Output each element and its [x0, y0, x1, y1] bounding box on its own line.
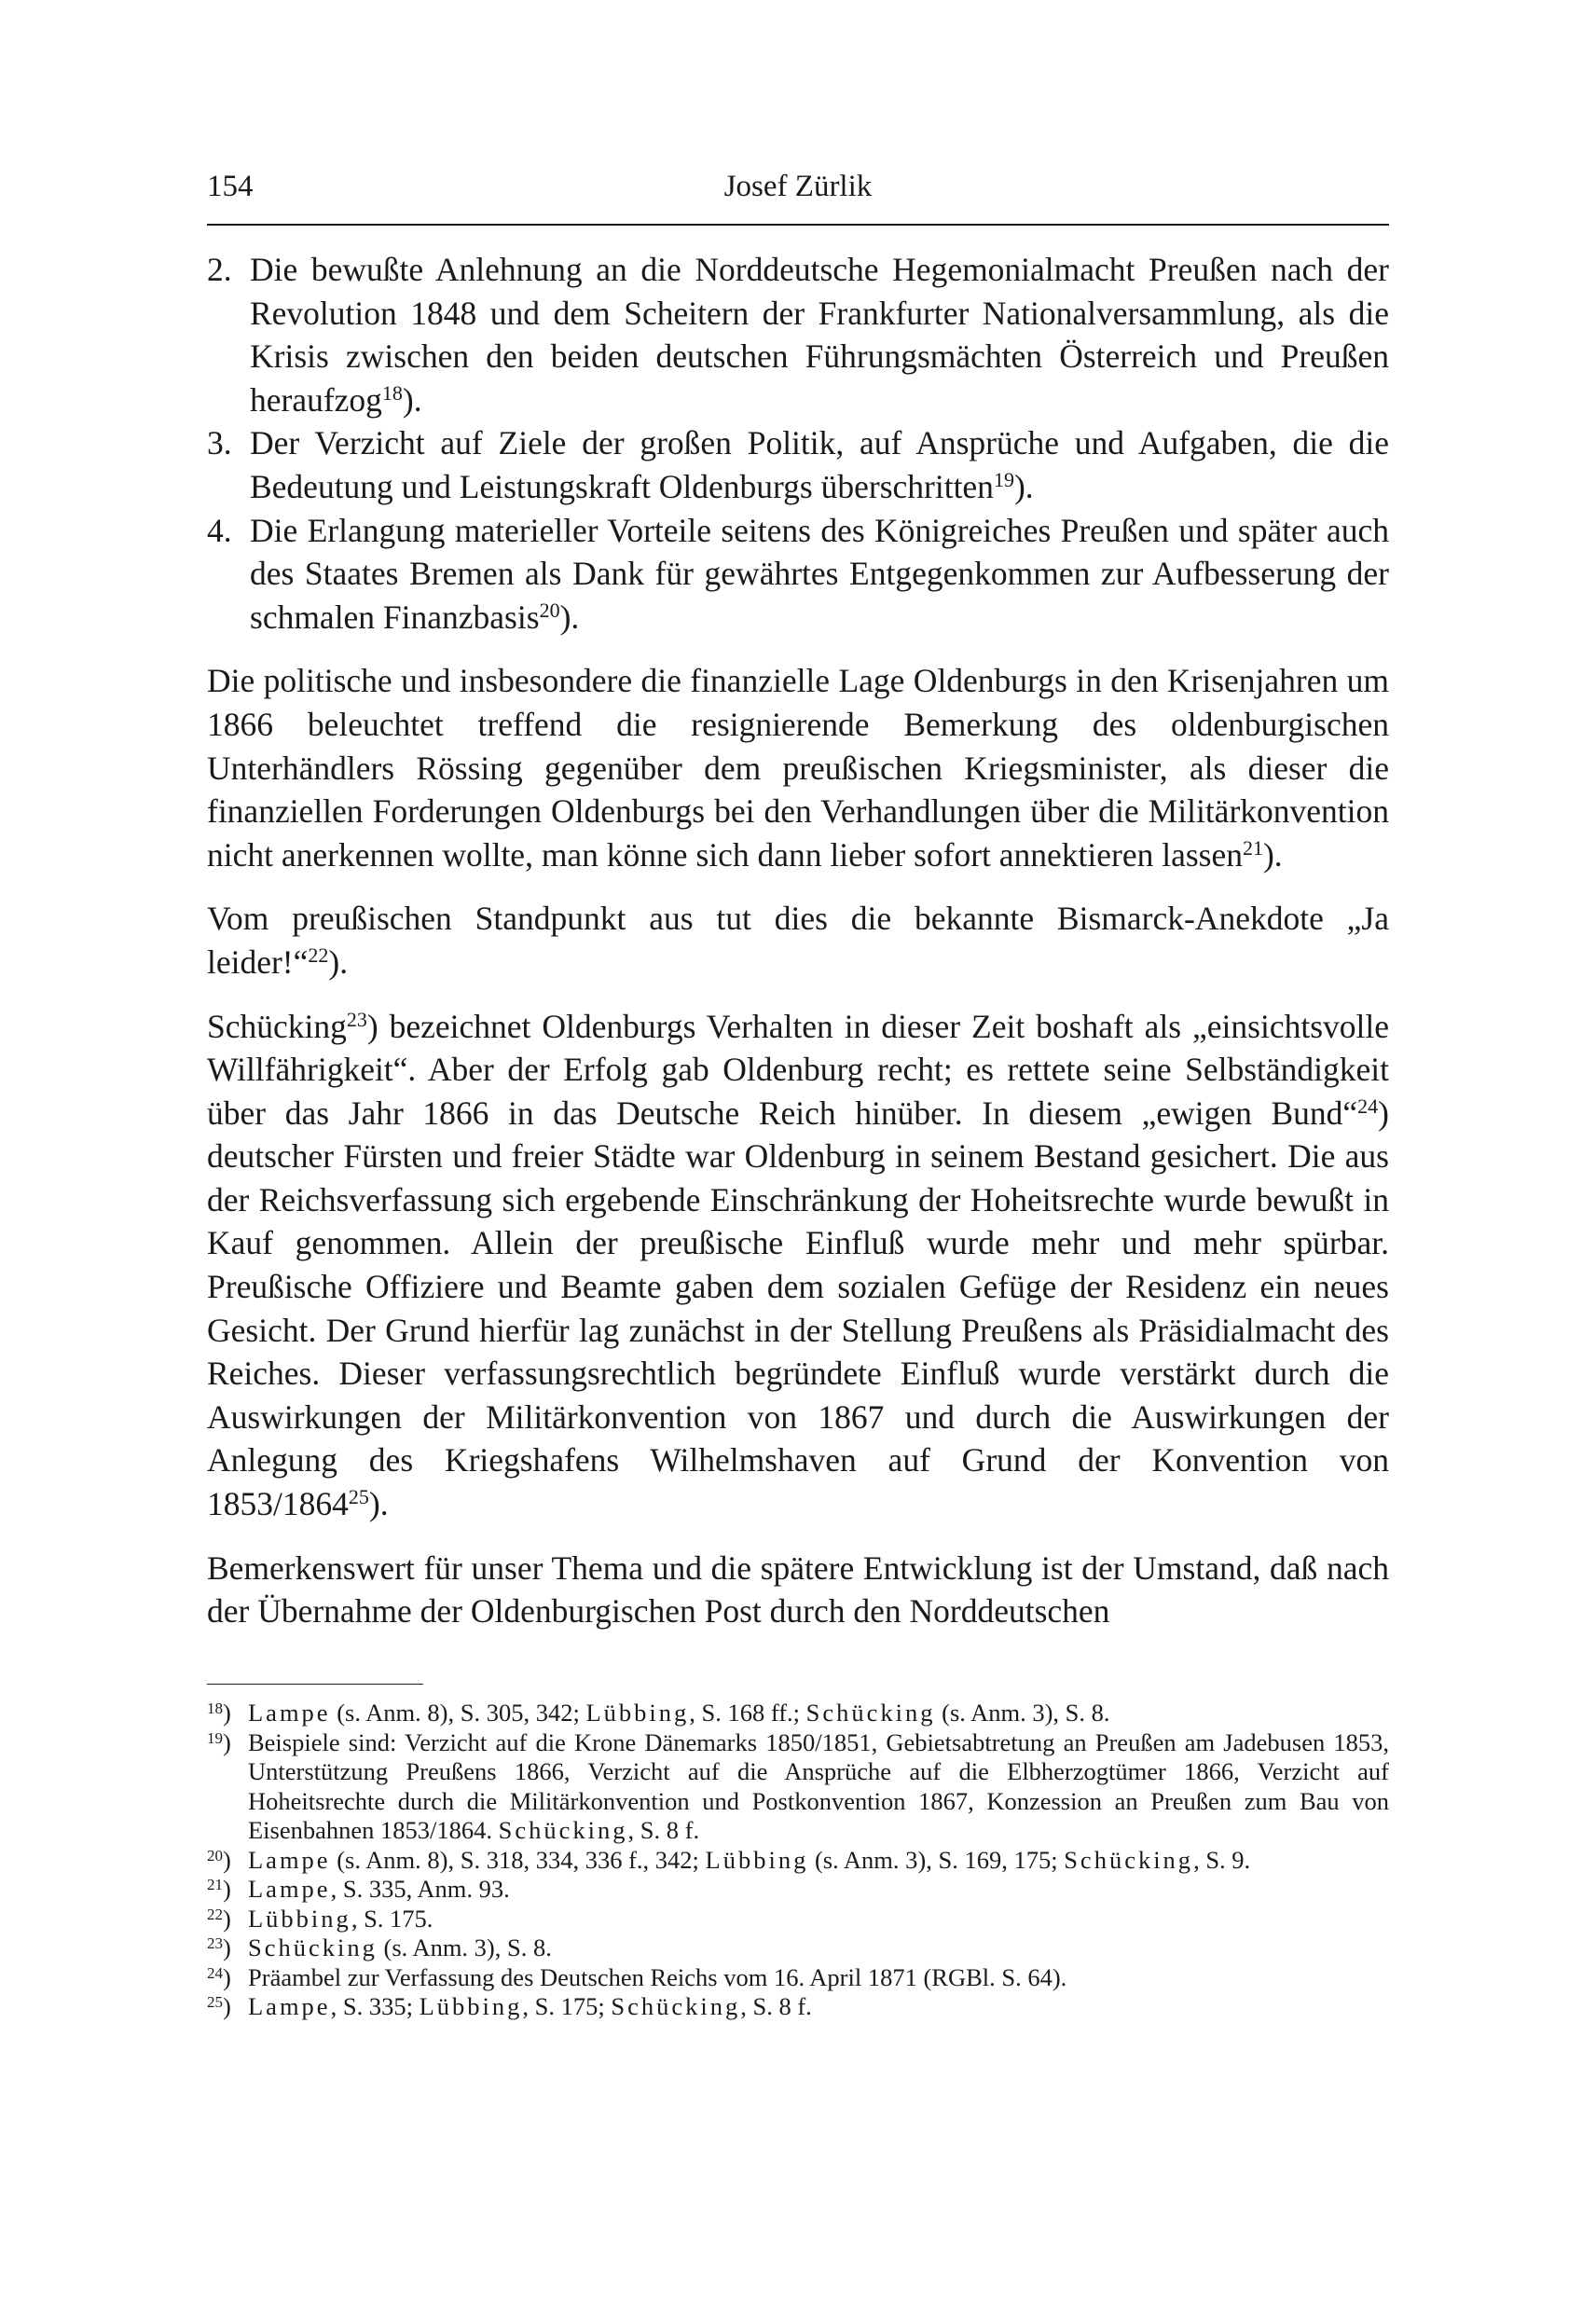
footnote-text: , S. 9. — [1193, 1845, 1251, 1874]
header-rule — [207, 224, 1389, 226]
footnote — [207, 1846, 1389, 1876]
list-item — [207, 509, 1389, 640]
footnote-text: , S. 175; — [522, 1992, 612, 2020]
footnote-text: (s. Anm. 3), S. 8. — [377, 1934, 552, 1961]
footnote-text: (s. Anm. 8), S. 318, 334, 336 f., 342; — [330, 1845, 706, 1874]
paragraph-text: ) bezeichnet Oldenburgs Verhalten in dieser Zeit boshaft als „einsichtsvolle Willfährigkeit“. Aber der Erfolg gab Oldenburg recht; es rettete seine Selbständigkeit über das Jahr 1866 in das Deutsche Reich hinüber. In diesem „ewigen Bund“ — [207, 1007, 1389, 1132]
footnote-ref[interactable]: 25 — [348, 1485, 369, 1509]
paragraph-text: Die politische und insbesondere die finanzielle Lage Oldenburgs in den Krisenjahren um 1866 beleuchtet treffend die resignierende Bemerkung des oldenburgischen Unterhändlers Rössing gegenüber dem preußischen Kriegsminister, als dieser die finanziellen Forderungen Oldenburgs bei den Verhandlungen über die Militärkonvention nicht anerkennen wollte, man könne sich dann lieber sofort annektieren lassen — [207, 662, 1389, 874]
footnote-text: (s. Anm. 3), S. 8. — [935, 1699, 1110, 1727]
punct: ). — [402, 380, 422, 419]
footnotes — [207, 1699, 1389, 2022]
paragraph — [207, 1005, 1389, 1526]
cited-author: Schücking — [611, 1992, 741, 2020]
cited-author: Lübbing — [248, 1904, 351, 1933]
running-header — [207, 170, 1389, 222]
footnote-ref[interactable]: 23 — [346, 1007, 367, 1031]
footnote-number: 22 — [207, 1905, 223, 1923]
running-head-author: Josef Zürlik — [723, 170, 873, 203]
footnote-text: , S. 175. — [351, 1904, 433, 1933]
footnote-number: 23 — [207, 1934, 223, 1952]
footnote-marker: $^{19}$) — [207, 1727, 231, 1756]
paragraph-text: ) deutscher Fürsten und freier Städte war Oldenburg in seinem Bestand gesichert. Die aus der Reichsverfassung sich ergebende Einschränkung der Hoheitsrechte wurde bewußt in Kauf genommen. Allein der preußische Einfluß wurde mehr und mehr spürbar. Preußische Offiziere und Beamte gaben dem sozialen Gefüge der Residenz ein neues Gesicht. Der Grund hierfür lag zunächst in der Stellung Preußens als Präsidialmacht des Reiches. Dieser verfassungsrechtlich begründete Einfluß wurde verstärkt durch die Auswirkungen der Militärkonvention von 1867 und durch die Auswirkungen der Anlegung des Kriegshafens Wilhelmshaven auf Grund der Konvention von 1853/1864 — [207, 1094, 1389, 1523]
cited-author: Schücking — [1064, 1845, 1194, 1874]
punct: ). — [559, 598, 580, 636]
paragraph-text: Bemerkenswert für unser Thema und die spätere Entwicklung ist der Umstand, daß nach der Übernahme der Oldenburgischen Post durch den Norddeutschen — [207, 1548, 1389, 1631]
body-text — [207, 248, 1389, 1633]
footnote-ref[interactable]: 19 — [993, 467, 1014, 491]
punct: ). — [368, 1485, 389, 1523]
footnote-rule — [207, 1684, 423, 1685]
cited-author: Lübbing — [705, 1845, 809, 1874]
cited-author: Lampe — [248, 1845, 331, 1874]
footnote-text: Präambel zur Verfassung des Deutschen Reichs vom 16. April 1871 (RGBl. S. 64). — [248, 1962, 1067, 1991]
footnote — [207, 1992, 1389, 2022]
list-item — [207, 248, 1389, 421]
paragraph-text: Vom preußischen Standpunkt aus tut dies die bekannte Bismarck-Anekdote „Ja leider!“ — [207, 900, 1389, 981]
footnote-text: , S. 8 f. — [740, 1992, 812, 2020]
cited-author: Lampe — [248, 1875, 331, 1903]
footnote-text: , S. 335, Anm. 93. — [330, 1875, 510, 1903]
footnote-ref[interactable]: 18 — [381, 380, 403, 405]
footnote-text: Beispiele sind: Verzicht auf die Krone Dänemarks 1850/1851, Gebietsabtretung an Preußen am Jadebusen 1853, Unterstützung Preußens 1866, Verzicht auf die Ansprüche auf die Elbherzogtümer 1866, Verzicht auf Hoheitsrechte durch die Militärkonvention und Postkonvention 1867, Konzession an Preußen zum Bau von Eisenbahnen 1853/1864. — [248, 1727, 1389, 1844]
footnote — [207, 1699, 1389, 1728]
footnote-text: , S. 8 f. — [627, 1816, 700, 1844]
numbered-list — [207, 248, 1389, 639]
paragraph — [207, 659, 1389, 876]
cited-author: Schücking — [248, 1934, 378, 1961]
paragraph-text: Schücking — [207, 1007, 347, 1045]
footnote-number: 20 — [207, 1846, 223, 1865]
list-number: 4. — [207, 511, 232, 549]
punct: ). — [1013, 467, 1034, 505]
footnote — [207, 1963, 1389, 1993]
cited-author: Lübbing — [585, 1699, 690, 1727]
footnote-number: 21 — [207, 1876, 223, 1893]
footnote-ref[interactable]: 22 — [308, 943, 329, 967]
cited-author: Lampe — [248, 1699, 331, 1727]
list-number: 3. — [207, 424, 232, 462]
footnote-text: (s. Anm. 8), S. 305, 342; — [330, 1699, 586, 1727]
list-item-text: Die Erlangung materieller Vorteile seitens des Königreiches Preußen und später auch des Staates Bremen als Dank für gewährtes Entgegenkommen zur Aufbesserung der schmalen Finanzbasis — [250, 511, 1389, 636]
footnote-text: (s. Anm. 3), S. 169, 175; — [808, 1845, 1065, 1874]
footnote-number: 25 — [207, 1993, 223, 2011]
footnote-marker: $^{18}$) — [207, 1699, 231, 1727]
footnote-ref[interactable]: 20 — [539, 598, 560, 622]
cited-author: Lampe — [248, 1992, 331, 2020]
footnote-marker: $^{23}$) — [207, 1934, 231, 1961]
footnote-text: , S. 335; — [330, 1992, 420, 2020]
list-item — [207, 421, 1389, 508]
punct: ). — [328, 943, 349, 981]
footnote — [207, 1905, 1389, 1934]
cited-author: Lübbing — [419, 1992, 523, 2020]
cited-author: Schücking — [805, 1699, 936, 1727]
footnote-marker: $^{22}$) — [207, 1904, 231, 1933]
footnote-marker: $^{21}$) — [207, 1875, 231, 1903]
footnote-text: , S. 168 ff.; — [689, 1699, 806, 1727]
cited-author: Schücking — [498, 1816, 628, 1844]
footnote-number: 19 — [207, 1728, 223, 1747]
list-item-text: Der Verzicht auf Ziele der großen Politik, auf Ansprüche und Aufgaben, die die Bedeutung und Leistungskraft Oldenburgs überschritten — [250, 424, 1389, 505]
paragraph — [207, 897, 1389, 984]
footnote — [207, 1728, 1389, 1846]
footnote-marker: $^{20}$) — [207, 1845, 231, 1874]
footnote-ref[interactable]: 21 — [1242, 835, 1263, 860]
footnote — [207, 1875, 1389, 1905]
footnote-number: 24 — [207, 1963, 223, 1982]
footnote-number: 18 — [207, 1700, 223, 1717]
list-number: 2. — [207, 251, 232, 288]
list-item-text: Die bewußte Anlehnung an die Norddeutsche Hegemonialmacht Preußen nach der Revolution 1848 und dem Scheitern der Frankfurter Nationalversammlung, als die Krisis zwischen den beiden deutschen Führungsmächten Österreich und Preußen heraufzog — [250, 251, 1389, 419]
punct: ). — [1262, 835, 1283, 874]
footnote-marker: $^{24}$) — [207, 1962, 231, 1991]
page-number: 154 — [207, 170, 254, 203]
paragraph — [207, 1547, 1389, 1633]
footnote — [207, 1934, 1389, 1963]
footnote-ref[interactable]: 24 — [1357, 1094, 1379, 1118]
footnote-marker: $^{25}$) — [207, 1992, 231, 2020]
